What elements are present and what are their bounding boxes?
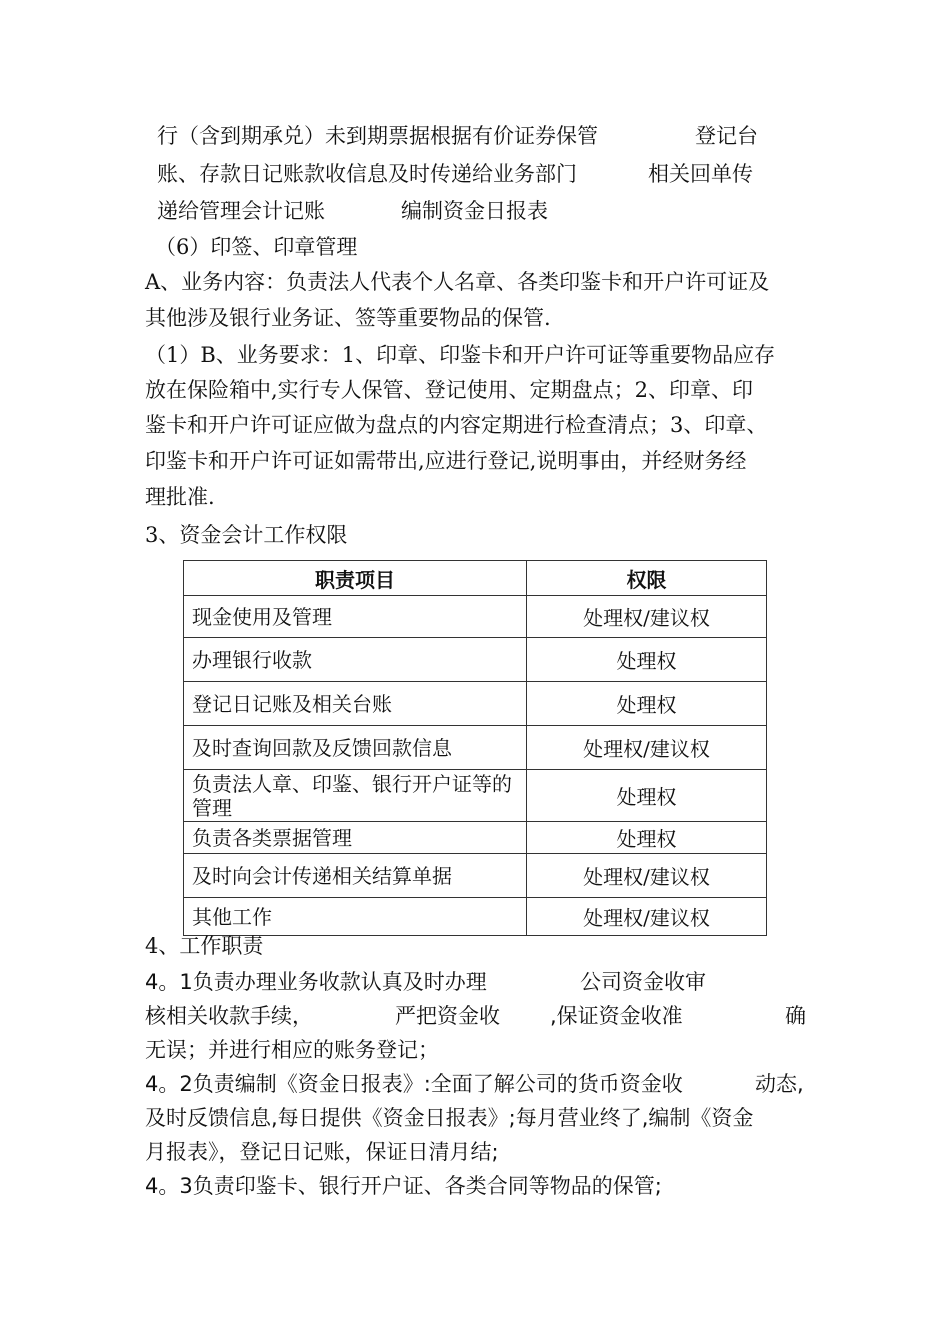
table-row xyxy=(184,682,767,726)
row-item: 登记日记账及相关台账 xyxy=(184,682,527,726)
row-right: 处理权 xyxy=(527,770,767,822)
table-row xyxy=(184,770,767,822)
intro-line-1-part-1: 行（含到期承兑）未到期票据根据有价证券保管 xyxy=(157,124,598,148)
body-line-5: 鉴卡和开户许可证应做为盘点的内容定期进行检查清点；3、印章、 xyxy=(145,413,768,437)
duty-line-3-part-1: 无误；并进行相应的账务登记； xyxy=(145,1038,439,1062)
row-right: 处理权 xyxy=(527,682,767,726)
row-item: 办理银行收款 xyxy=(184,638,527,682)
duty-line-7-part-1: 4。3负责印鉴卡、银行开户证、各类合同等物品的保管; xyxy=(145,1174,662,1198)
duty-line-1-part-2: 公司资金收审 xyxy=(580,970,706,994)
rights-table xyxy=(183,560,767,936)
header-right: 权限 xyxy=(527,561,767,596)
duty-line-4-part-1: 4。2负责编制《资金日报表》:全面了解公司的货币资金收 xyxy=(145,1072,683,1096)
row-right: 处理权 xyxy=(527,822,767,854)
intro-line-3-part-1: 递给管理会计记账 xyxy=(157,199,325,223)
row-item: 负责法人章、印鉴、银行开户证等的管理 xyxy=(184,770,527,822)
row-right: 处理权/建议权 xyxy=(527,854,767,898)
intro-line-2-part-1: 账、存款日记账款收信息及时传递给业务部门 xyxy=(157,162,577,186)
row-item: 其他工作 xyxy=(184,898,527,936)
row-item: 及时向会计传递相关结算单据 xyxy=(184,854,527,898)
row-right: 处理权 xyxy=(527,638,767,682)
row-item: 现金使用及管理 xyxy=(184,596,527,638)
duty-line-2-part-3: ,保证资金收准 xyxy=(550,1004,683,1028)
row-item: 及时查询回款及反馈回款信息 xyxy=(184,726,527,770)
body-line-3: （1）B、业务要求：1、印章、印鉴卡和开户许可证等重要物品应存 xyxy=(145,343,776,367)
duty-line-2-part-2: 严把资金收 xyxy=(395,1004,500,1028)
table-row xyxy=(184,822,767,854)
duty-line-2-part-4: 确 xyxy=(785,1004,806,1028)
duty-line-1-part-1: 4。1负责办理业务收款认真及时办理 xyxy=(145,970,487,994)
row-right: 处理权/建议权 xyxy=(527,898,767,936)
duty-line-2-part-1: 核相关收款手续， xyxy=(145,1004,313,1028)
intro-line-3-part-2: 编制资金日报表 xyxy=(401,199,548,223)
table-header-row xyxy=(184,561,767,596)
intro-line-2-part-2: 相关回单传 xyxy=(648,162,753,186)
section-6-title: （6）印签、印章管理 xyxy=(155,235,358,259)
table-row xyxy=(184,726,767,770)
table-row xyxy=(184,596,767,638)
section-4-title: 4、工作职责 xyxy=(145,934,264,958)
table-row xyxy=(184,638,767,682)
body-line-2: 其他涉及银行业务证、签等重要物品的保管. xyxy=(145,306,551,330)
duty-line-6-part-1: 月报表》，登记日记账，保证日清月结; xyxy=(145,1140,499,1164)
section-3-title: 3、资金会计工作权限 xyxy=(145,523,348,547)
table-row xyxy=(184,854,767,898)
row-right: 处理权/建议权 xyxy=(527,596,767,638)
table-row xyxy=(184,898,767,936)
body-line-1: A、业务内容：负责法人代表个人名章、各类印鉴卡和开户许可证及 xyxy=(145,270,770,294)
duty-line-5-part-1: 及时反馈信息,每日提供《资金日报表》;每月营业终了,编制《资金 xyxy=(145,1106,754,1130)
row-right: 处理权/建议权 xyxy=(527,726,767,770)
body-line-6: 印鉴卡和开户许可证如需带出,应进行登记,说明事由，并经财务经 xyxy=(145,449,747,473)
intro-line-1-part-2: 登记台 xyxy=(695,124,758,148)
row-item: 负责各类票据管理 xyxy=(184,822,527,854)
body-line-4: 放在保险箱中,实行专人保管、登记使用、定期盘点；2、印章、印 xyxy=(145,378,754,402)
body-line-7: 理批准. xyxy=(145,485,215,509)
duty-line-4-part-2: 动态, xyxy=(755,1072,804,1096)
header-item: 职责项目 xyxy=(184,561,527,596)
